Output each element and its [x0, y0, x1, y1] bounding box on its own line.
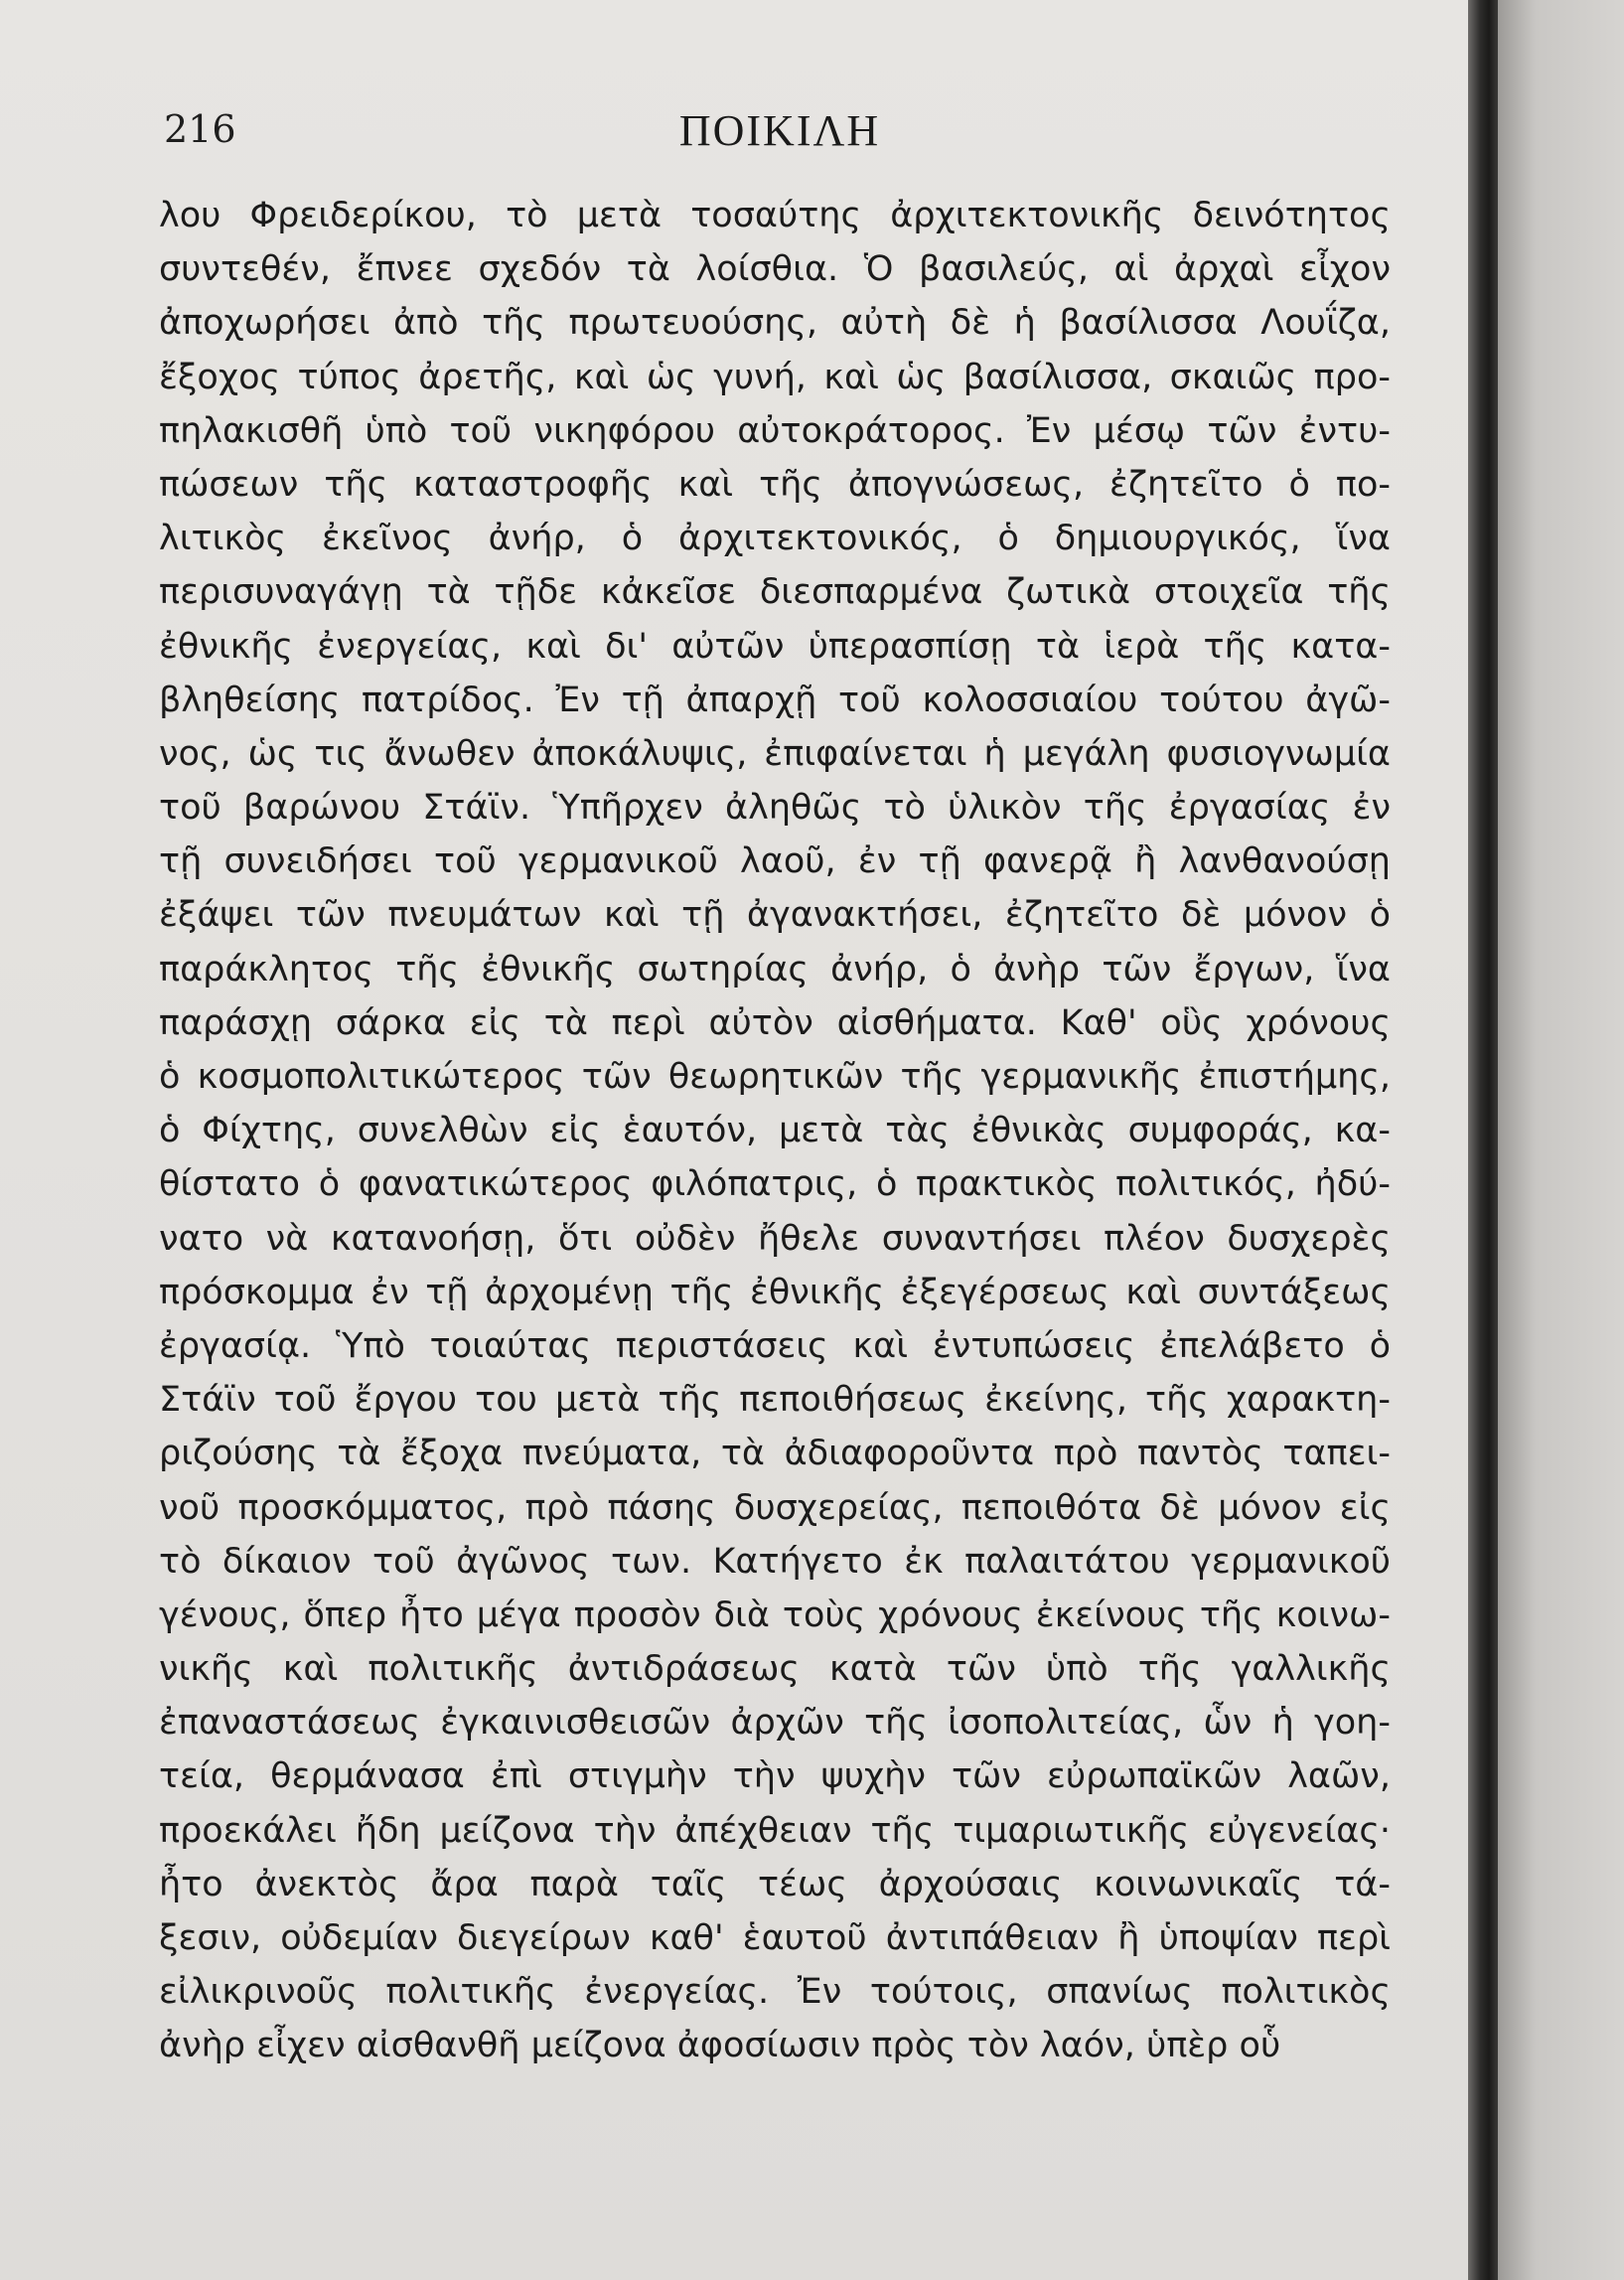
- running-title: ΠΟΙΚΙΛΗ: [678, 106, 881, 155]
- text-line: βληθείσης πατρίδος. Ἐν τῇ ἀπαρχῇ τοῦ κολοσσιαίου τούτου ἀγῶ-: [159, 680, 1391, 720]
- text-line: προεκάλει ἤδη μείζονα τὴν ἀπέχθειαν τῆς τιμαριωτικῆς εὐγενείας·: [159, 1810, 1391, 1851]
- text-line: συντεθέν, ἔπνεε σχεδόν τὰ λοίσθια. Ὁ βασιλεύς, αἱ ἀρχαὶ εἶχον: [159, 249, 1391, 290]
- text-line: ἀνὴρ εἶχεν αἰσθανθῆ μείζονα ἀφοσίωσιν πρὸς τὸν λαόν, ὑπὲρ οὗ: [159, 2026, 1281, 2066]
- text-line: πηλακισθῆ ὑπὸ τοῦ νικηφόρου αὐτοκράτορος. Ἐν μέσῳ τῶν ἐντυ-: [159, 410, 1391, 451]
- text-line: ὁ κοσμοπολιτικώτερος τῶν θεωρητικῶν τῆς γερμανικῆς ἐπιστήμης,: [159, 1057, 1391, 1097]
- text-line: ριζούσης τὰ ἔξοχα πνεύματα, τὰ ἀδιαφοροῦντα πρὸ παντὸς ταπει-: [159, 1434, 1391, 1474]
- text-line: ἦτο ἀνεκτὸς ἄρα παρὰ ταῖς τέως ἀρχούσαις κοινωνικαῖς τά-: [159, 1864, 1391, 1904]
- text-line: λιτικὸς ἐκεῖνος ἀνήρ, ὁ ἀρχιτεκτονικός, ὁ δημιουργικός, ἵνα: [159, 519, 1391, 559]
- book-gutter: [1468, 0, 1498, 2280]
- text-line: τεία, θερμάνασα ἐπὶ στιγμὴν τὴν ψυχὴν τῶν εὐρωπαϊκῶν λαῶν,: [159, 1756, 1391, 1797]
- text-line: ξεσιν, οὐδεμίαν διεγείρων καθ' ἑαυτοῦ ἀντιπάθειαν ἢ ὑποψίαν περὶ: [159, 1918, 1391, 1958]
- text-line: Στάϊν τοῦ ἔργου του μετὰ τῆς πεποιθήσεως ἐκείνης, τῆς χαρακτη-: [159, 1380, 1391, 1421]
- text-line: τοῦ βαρώνου Στάϊν. Ὑπῆρχεν ἀληθῶς τὸ ὑλικὸν τῆς ἐργασίας ἐν: [159, 788, 1391, 829]
- text-line: ἀποχωρήσει ἀπὸ τῆς πρωτευούσης, αὐτὴ δὲ ἡ βασίλισσα Λουΐζα,: [159, 303, 1391, 344]
- text-line: παράσχῃ σάρκα εἰς τὰ περὶ αὐτὸν αἰσθήματα. Καθ' οὓς χρόνους: [159, 1002, 1391, 1043]
- text-line: νικῆς καὶ πολιτικῆς ἀντιδράσεως κατὰ τῶν ὑπὸ τῆς γαλλικῆς: [159, 1649, 1391, 1690]
- text-line: περισυναγάγῃ τὰ τῇδε κἀκεῖσε διεσπαρμένα ζωτικὰ στοιχεῖα τῆς: [159, 572, 1391, 613]
- text-line: πρόσκομμα ἐν τῇ ἀρχομένῃ τῆς ἐθνικῆς ἐξεγέρσεως καὶ συντάξεως: [159, 1272, 1391, 1312]
- text-line: ἐθνικῆς ἐνεργείας, καὶ δι' αὐτῶν ὑπερασπίσῃ τὰ ἱερὰ τῆς κατα-: [159, 626, 1391, 667]
- text-line: θίστατο ὁ φανατικώτερος φιλόπατρις, ὁ πρακτικὸς πολιτικός, ἠδύ-: [159, 1164, 1391, 1205]
- text-line: ἐξάψει τῶν πνευμάτων καὶ τῇ ἀγανακτήσει, ἐζητεῖτο δὲ μόνον ὁ: [159, 895, 1391, 936]
- page-header: [164, 99, 1396, 169]
- text-line: τῇ συνειδήσει τοῦ γερμανικοῦ λαοῦ, ἐν τῇ φανερᾷ ἢ λανθανούσῃ: [159, 841, 1391, 882]
- text-line: εἰλικρινοῦς πολιτικῆς ἐνεργείας. Ἐν τούτοις, σπανίως πολιτικὸς: [159, 1972, 1391, 2013]
- text-line: παράκλητος τῆς ἐθνικῆς σωτηρίας ἀνήρ, ὁ ἀνὴρ τῶν ἔργων, ἵνα: [159, 949, 1391, 989]
- text-line: ἔξοχος τύπος ἀρετῆς, καὶ ὡς γυνή, καὶ ὡς βασίλισσα, σκαιῶς προ-: [159, 357, 1391, 397]
- text-line: ὁ Φίχτης, συνελθὼν εἰς ἑαυτόν, μετὰ τὰς ἐθνικὰς συμφοράς, κα-: [159, 1111, 1391, 1151]
- text-line: πώσεων τῆς καταστροφῆς καὶ τῆς ἀπογνώσεως, ἐζητεῖτο ὁ πο-: [159, 464, 1391, 505]
- page-number: 216: [164, 107, 236, 151]
- text-line: λου Φρειδερίκου, τὸ μετὰ τοσαύτης ἀρχιτεκτονικῆς δεινότητος: [159, 196, 1391, 235]
- body-text: [159, 189, 1391, 2073]
- text-line: ἐργασίᾳ. Ὑπὸ τοιαύτας περιστάσεις καὶ ἐντυπώσεις ἐπελάβετο ὁ: [159, 1325, 1391, 1366]
- text-line: τὸ δίκαιον τοῦ ἀγῶνος των. Κατήγετο ἐκ παλαιτάτου γερμανικοῦ: [159, 1541, 1391, 1582]
- text-line: ἐπαναστάσεως ἐγκαινισθεισῶν ἀρχῶν τῆς ἰσοπολιτείας, ὧν ἡ γοη-: [159, 1703, 1391, 1744]
- facing-page-edge: [1498, 0, 1624, 2280]
- text-line: νατο νὰ κατανοήσῃ, ὅτι οὐδὲν ἤθελε συναντήσει πλέον δυσχερὲς: [159, 1218, 1391, 1259]
- text-line: γένους, ὅπερ ἦτο μέγα προσὸν διὰ τοὺς χρόνους ἐκείνους τῆς κοινω-: [159, 1595, 1391, 1635]
- text-line: νοῦ προσκόμματος, πρὸ πάσης δυσχερείας, πεποιθότα δὲ μόνον εἰς: [159, 1487, 1391, 1528]
- text-line: νος, ὡς τις ἄνωθεν ἀποκάλυψις, ἐπιφαίνεται ἡ μεγάλη φυσιογνωμία: [159, 733, 1391, 774]
